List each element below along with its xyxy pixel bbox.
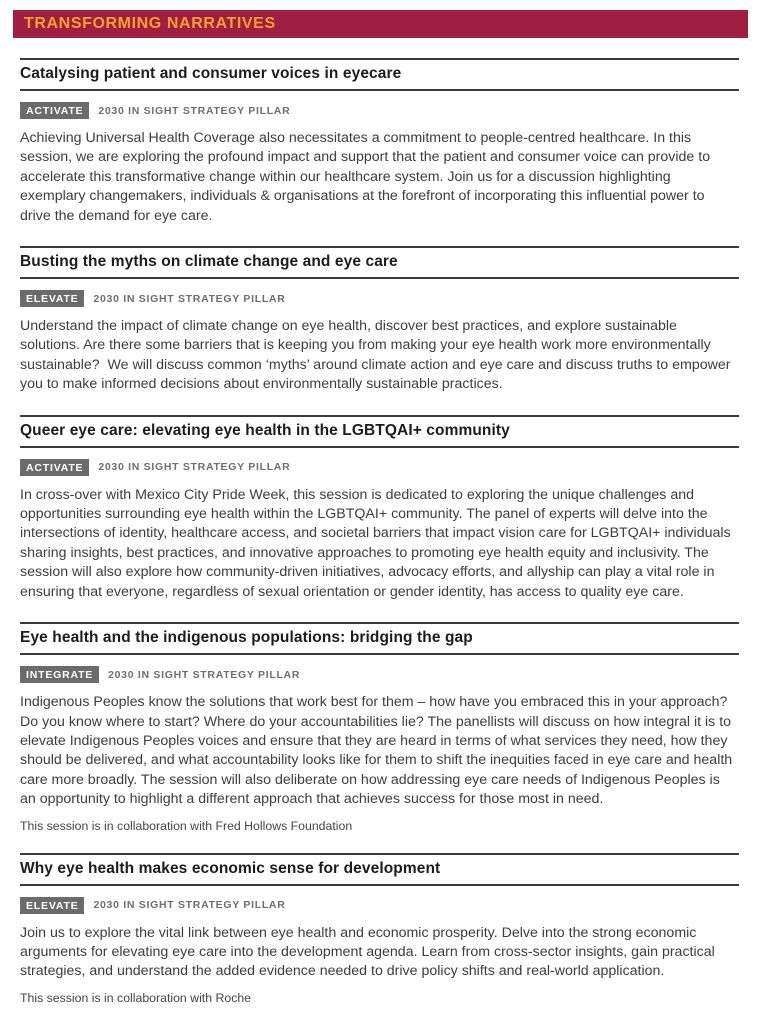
session-meta-row bbox=[20, 459, 739, 476]
session-section bbox=[20, 622, 739, 832]
session-description: Join us to explore the vital link between eye health and economic prosperity. Delve into the strong economic arguments for elevating eye care into the development agenda. Learn from cross-sector insights, gain practical strategies, and understand the added evidence needed to drive policy shifts and real-world application. bbox=[20, 924, 719, 980]
pillar-badge: ACTIVATE bbox=[20, 102, 89, 119]
session-description: Understand the impact of climate change on eye health, discover best practices, and explore sustainable solutions. Are there some barriers that is keeping you from making your eye health work more environmentally sustainable? We will discuss common ‘myths’ around climate action and eye care and discuss truths to empower you to make informed decisions about environmentally sustainable practices. bbox=[20, 318, 735, 393]
track-banner bbox=[13, 10, 748, 38]
pillar-badge: ACTIVATE bbox=[20, 459, 89, 476]
session-section bbox=[20, 58, 739, 226]
session-meta-row bbox=[20, 102, 739, 119]
pillar-label: 2030 IN SIGHT STRATEGY PILLAR bbox=[108, 668, 301, 681]
pillar-badge: INTEGRATE bbox=[20, 666, 99, 683]
session-title: Busting the myths on climate change and eye care bbox=[20, 246, 739, 279]
session-section bbox=[20, 853, 739, 1005]
pillar-label: 2030 IN SIGHT STRATEGY PILLAR bbox=[98, 461, 291, 474]
session-description: Indigenous Peoples know the solutions that work best for them – how have you embraced this in your approach? Do you know where to start? Where do your accountabilities lie? The panellists will discuss on how integral it is to elevate Indigenous Peoples voices and ensure that they are heard in terms of what services they need, how they should be delivered, and what accountability looks like for them to shift the inequities faced in eye care and health care more broadly. The session will also deliberate on how addressing eye care needs of Indigenous Peoples is an opportunity to highlight a different approach that achieves success for those most in need. bbox=[20, 694, 737, 808]
session-meta-row bbox=[20, 666, 739, 683]
pillar-badge: ELEVATE bbox=[20, 897, 84, 914]
collaboration-note: This session is in collaboration with Roche bbox=[20, 990, 252, 1005]
session-title: Why eye health makes economic sense for development bbox=[20, 853, 739, 886]
track-banner-title: TRANSFORMING NARRATIVES bbox=[24, 15, 276, 32]
program-content bbox=[0, 58, 757, 1005]
pillar-label: 2030 IN SIGHT STRATEGY PILLAR bbox=[98, 104, 291, 117]
session-section bbox=[20, 246, 739, 395]
session-meta-row bbox=[20, 290, 739, 307]
pillar-label: 2030 IN SIGHT STRATEGY PILLAR bbox=[93, 292, 286, 305]
session-title: Eye health and the indigenous populations: bridging the gap bbox=[20, 622, 739, 655]
pillar-badge: ELEVATE bbox=[20, 290, 84, 307]
session-meta-row bbox=[20, 897, 739, 914]
session-description: In cross-over with Mexico City Pride Week, this session is dedicated to exploring the unique challenges and opportunities surrounding eye health within the LGBTQAI+ community. The panel of experts will delve into the intersections of identity, healthcare access, and societal barriers that impact vision care for LGBTQAI+ individuals sharing insights, best practices, and innovative approaches to promoting eye health equity and inclusivity. The session will also explore how community-driven initiatives, advocacy efforts, and allyship can play a vital role in ensuring that everyone, regardless of sexual orientation or gender identity, has access to quality eye care. bbox=[20, 486, 735, 600]
collaboration-note: This session is in collaboration with Fred Hollows Foundation bbox=[20, 818, 353, 833]
session-description: Achieving Universal Health Coverage also necessitates a commitment to people-centred healthcare. In this session, we are exploring the profound impact and support that the patient and consumer voice can provide to accelerate this transformative change within our healthcare system. Join us for a discussion highlighting exemplary changemakers, individuals & organisations at the forefront of incorporating this influential power to drive the demand for eye care. bbox=[20, 130, 715, 224]
session-title: Catalysing patient and consumer voices in eyecare bbox=[20, 58, 739, 91]
session-title: Queer eye care: elevating eye health in the LGBTQAI+ community bbox=[20, 415, 739, 448]
pillar-label: 2030 IN SIGHT STRATEGY PILLAR bbox=[93, 899, 286, 912]
session-section bbox=[20, 415, 739, 602]
